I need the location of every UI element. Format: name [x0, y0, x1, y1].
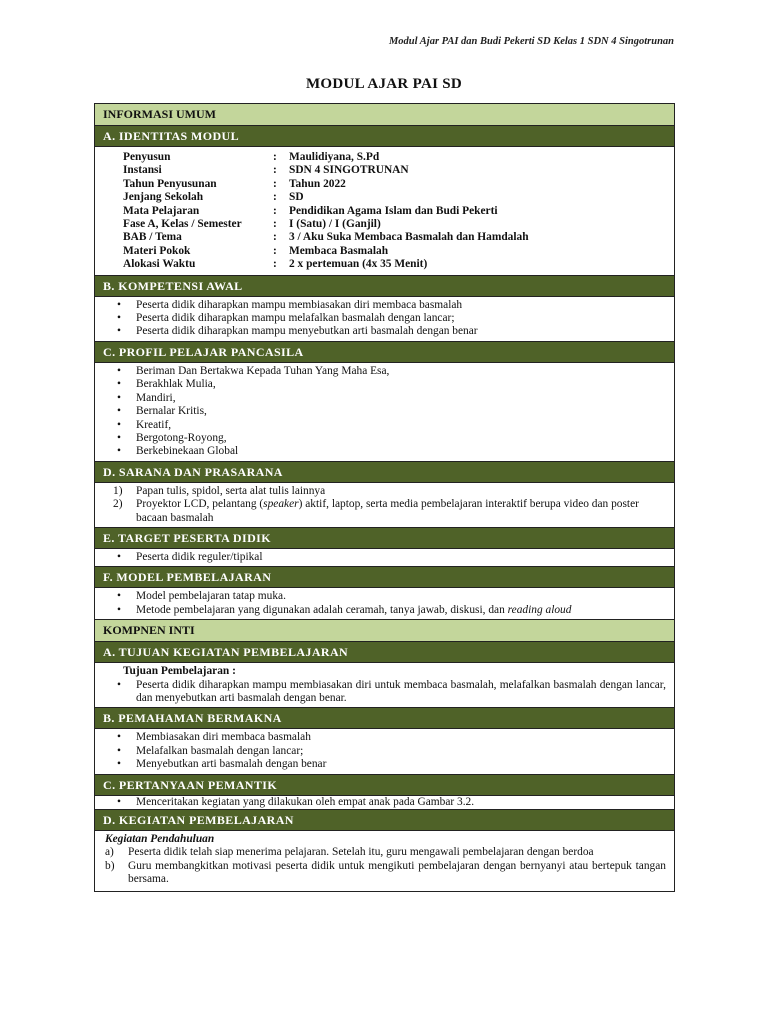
target-list [105, 551, 666, 564]
identitas-row [105, 178, 666, 191]
tujuan-section [95, 663, 674, 708]
identitas-value: 2 x pertemuan (4x 35 Menit) [289, 258, 428, 271]
kompetensi-list [105, 299, 666, 339]
identitas-row [105, 164, 666, 177]
kegiatan-header: D. KEGIATAN PEMBELAJARAN [95, 810, 674, 831]
target-header: E. TARGET PESERTA DIDIK [95, 528, 674, 549]
profil-pancasila-section [95, 363, 674, 462]
list-item: • Kreatif, [113, 419, 666, 432]
identitas-value: I (Satu) / I (Ganjil) [289, 218, 381, 231]
kompetensi-awal-header: B. KOMPETENSI AWAL [95, 276, 674, 297]
identitas-label: Instansi [123, 164, 162, 177]
identitas-label: Fase A, Kelas / Semester [123, 218, 242, 231]
tujuan-list [105, 679, 666, 706]
model-section [95, 588, 674, 620]
identitas-label: Alokasi Waktu [123, 258, 196, 271]
running-header: Modul Ajar PAI dan Budi Pekerti SD Kelas 1 SDN 4 Singotrunan [388, 36, 674, 47]
identitas-value: SDN 4 SINGOTRUNAN [289, 164, 409, 177]
identitas-colon: : [273, 191, 277, 204]
identitas-value: 3 / Aku Suka Membaca Basmalah dan Hamdalah [289, 231, 529, 244]
list-item: • Bergotong-Royong, [113, 432, 666, 445]
identitas-row [105, 258, 666, 271]
list-item: • Mandiri, [113, 392, 666, 405]
identitas-colon: : [273, 231, 277, 244]
list-item: • Metode pembelajaran yang digunakan adalah ceramah, tanya jawab, diskusi, dan reading aloud [113, 604, 666, 617]
identitas-row [105, 218, 666, 231]
pertanyaan-list [105, 796, 666, 809]
sarana-header: D. SARANA DAN PRASARANA [95, 462, 674, 483]
profil-pancasila-header: C. PROFIL PELAJAR PANCASILA [95, 342, 674, 363]
identitas-row [105, 191, 666, 204]
pemahaman-header: B. PEMAHAMAN BERMAKNA [95, 708, 674, 729]
module-table [94, 103, 675, 892]
identitas-colon: : [273, 258, 277, 271]
identitas-label: Tahun Penyusunan [123, 177, 217, 190]
list-item: • Beriman Dan Bertakwa Kepada Tuhan Yang Maha Esa, [113, 365, 666, 378]
identitas-modul-header: A. IDENTITAS MODUL [95, 126, 674, 147]
list-item: • Berkebinekaan Global [113, 445, 666, 458]
page-title: MODUL AJAR PAI SD [305, 76, 463, 92]
identitas-label: BAB / Tema [123, 231, 182, 244]
kegiatan-subheading: Kegiatan Pendahuluan [105, 833, 215, 845]
pertanyaan-section [95, 796, 674, 810]
model-header: F. MODEL PEMBELAJARAN [95, 567, 674, 588]
list-item: • Peserta didik diharapkan mampu membiasakan diri untuk membaca basmalah, melafalkan basmalah dengan lancar, dan menyebutkan arti basmalah dengan benar. [113, 679, 666, 706]
model-list [105, 590, 666, 617]
identitas-value: Tahun 2022 [289, 177, 346, 190]
list-item: • Menceritakan kegiatan yang dilakukan oleh empat anak pada Gambar 3.2. [113, 796, 666, 809]
tujuan-subheading: Tujuan Pembelajaran : [123, 665, 236, 678]
identitas-modul-section [95, 147, 674, 276]
list-item: • Menyebutkan arti basmalah dengan benar [113, 758, 666, 771]
identitas-value: Pendidikan Agama Islam dan Budi Pekerti [289, 204, 498, 217]
identitas-colon: : [273, 204, 277, 217]
identitas-label: Penyusun [123, 151, 171, 163]
identitas-colon: : [273, 218, 277, 231]
identitas-row [105, 205, 666, 218]
informasi-umum-header: INFORMASI UMUM [95, 104, 674, 126]
identitas-colon: : [273, 164, 277, 177]
list-item: b) Guru membangkitkan motivasi peserta didik untuk mengikuti pembelajaran dengan bernyanyi atau bertepuk tangan bersama. [105, 859, 666, 886]
identitas-row [105, 231, 666, 244]
identitas-row [105, 245, 666, 258]
list-item: 1) Papan tulis, spidol, serta alat tulis lainnya [113, 484, 326, 497]
identitas-colon: : [273, 177, 277, 190]
kompetensi-awal-section [95, 297, 674, 342]
pertanyaan-header: C. PERTANYAAN PEMANTIK [95, 775, 674, 796]
sarana-list [105, 485, 666, 525]
identitas-list [105, 151, 666, 272]
list-item: • Membiasakan diri membaca basmalah [113, 731, 666, 744]
kegiatan-list [105, 846, 666, 886]
list-item: • Bernalar Kritis, [113, 405, 666, 418]
sarana-section [95, 483, 674, 528]
pemahaman-list [105, 731, 666, 771]
identitas-colon: : [273, 244, 277, 257]
identitas-label: Mata Pelajaran [123, 204, 200, 217]
tujuan-header: A. TUJUAN KEGIATAN PEMBELAJARAN [95, 642, 674, 663]
identitas-value: Membaca Basmalah [289, 244, 389, 257]
list-item: a) Peserta didik telah siap menerima pelajaran. Setelah itu, guru mengawali pembelajaran dengan berdoa [105, 846, 594, 859]
pemahaman-section [95, 729, 674, 774]
list-item: • Peserta didik reguler/tipikal [113, 551, 666, 564]
identitas-value: SD [289, 191, 304, 204]
list-item: • Berakhlak Mulia, [113, 378, 666, 391]
profil-list [105, 365, 666, 459]
list-item: • Melafalkan basmalah dengan lancar; [113, 745, 666, 758]
list-item: • Model pembelajaran tatap muka. [113, 590, 666, 603]
identitas-row [105, 151, 666, 164]
identitas-label: Jenjang Sekolah [123, 191, 204, 204]
identitas-label: Materi Pokok [123, 244, 191, 257]
komponen-inti-header: KOMPNEN INTI [95, 620, 674, 642]
list-item: 2) Proyektor LCD, pelantang (speaker) aktif, laptop, serta media pembelajaran interaktif berupa video dan poster bacaan basmalah [113, 498, 639, 524]
list-item: • Peserta didik diharapkan mampu melafalkan basmalah dengan lancar; [113, 312, 666, 325]
target-section [95, 549, 674, 567]
kegiatan-section [95, 831, 674, 891]
identitas-colon: : [273, 151, 277, 163]
list-item: • Peserta didik diharapkan mampu menyebutkan arti basmalah dengan benar [113, 325, 666, 338]
identitas-value: Maulidiyana, S.Pd [289, 151, 380, 163]
list-item: • Peserta didik diharapkan mampu membiasakan diri membaca basmalah [113, 299, 666, 312]
